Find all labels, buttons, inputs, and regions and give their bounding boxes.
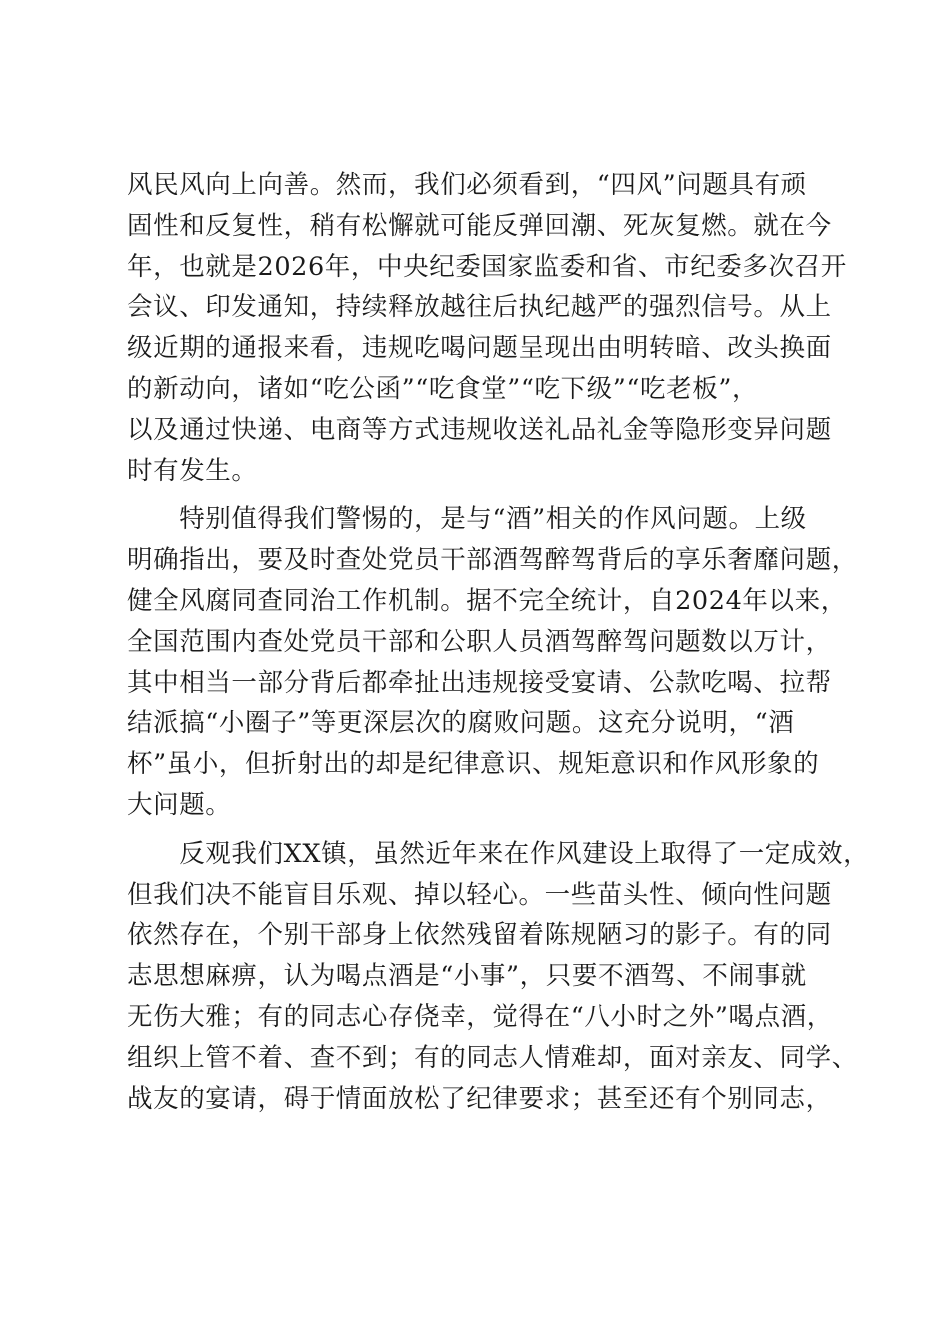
document-body <box>127 165 870 1119</box>
paragraph-1 <box>127 165 845 491</box>
paragraph-3 <box>127 834 870 1120</box>
text-line: 杯”虽小，但折射出的却是纪律意识、规矩意识和作风形象的 <box>127 749 820 780</box>
text-line: 健全风腐同查同治工作机制。据不完全统计，自2024年以来， <box>127 585 847 616</box>
text-line: 其中相当一部分背后都牵扯出违规接受宴请、公款吃喝、拉帮 <box>127 667 832 698</box>
text-line: 志思想麻痹，认为喝点酒是“小事”，只要不酒驾、不闹事就 <box>127 961 807 992</box>
text-line: 组织上管不着、查不到；有的同志人情难却，面对亲友、同学、 <box>127 1042 858 1073</box>
text-line: 以及通过快递、电商等方式违规收送礼品礼金等隐形变异问题 <box>127 414 832 445</box>
paragraph-spacer <box>127 491 845 499</box>
text-line: 全国范围内查处党员干部和公职人员酒驾醉驾问题数以万计， <box>127 626 832 657</box>
text-line: 大问题。 <box>127 789 232 820</box>
text-line: 战友的宴请，碍于情面放松了纪律要求；甚至还有个别同志， <box>127 1083 832 1114</box>
paragraph-spacer <box>127 826 845 834</box>
text-line: 反观我们XX镇，虽然近年来在作风建设上取得了一定成效， <box>127 838 870 869</box>
text-line: 依然存在，个别干部身上依然残留着陈规陋习的影子。有的同 <box>127 920 832 951</box>
text-line: 固性和反复性，稍有松懈就可能反弹回潮、死灰复燃。就在今 <box>127 210 832 241</box>
text-line: 时有发生。 <box>127 455 258 486</box>
text-line: 的新动向，诸如“吃公函”“吃食堂”“吃下级”“吃老板”， <box>127 373 759 404</box>
text-line: 无伤大雅；有的同志心存侥幸，觉得在“八小时之外”喝点酒， <box>127 1001 833 1032</box>
text-line: 风民风向上向善。然而，我们必须看到，“四风”问题具有顽 <box>127 170 807 200</box>
text-line: 会议、印发通知，持续释放越往后执纪越严的强烈信号。从上 <box>127 292 832 323</box>
text-line: 结派搞“小圈子”等更深层次的腐败问题。这充分说明，“酒 <box>127 708 795 739</box>
text-line: 明确指出，要及时查处党员干部酒驾醉驾背后的享乐奢靡问题， <box>127 545 858 576</box>
text-line: 年，也就是2026年，中央纪委国家监委和省、市纪委多次召开 <box>127 251 847 282</box>
paragraph-2 <box>127 499 858 825</box>
text-line: 特别值得我们警惕的，是与“酒”相关的作风问题。上级 <box>127 504 807 535</box>
text-line: 级近期的通报来看，违规吃喝问题呈现出由明转暗、改头换面 <box>127 333 832 364</box>
text-line: 但我们决不能盲目乐观、掉以轻心。一些苗头性、倾向性问题 <box>127 879 832 910</box>
